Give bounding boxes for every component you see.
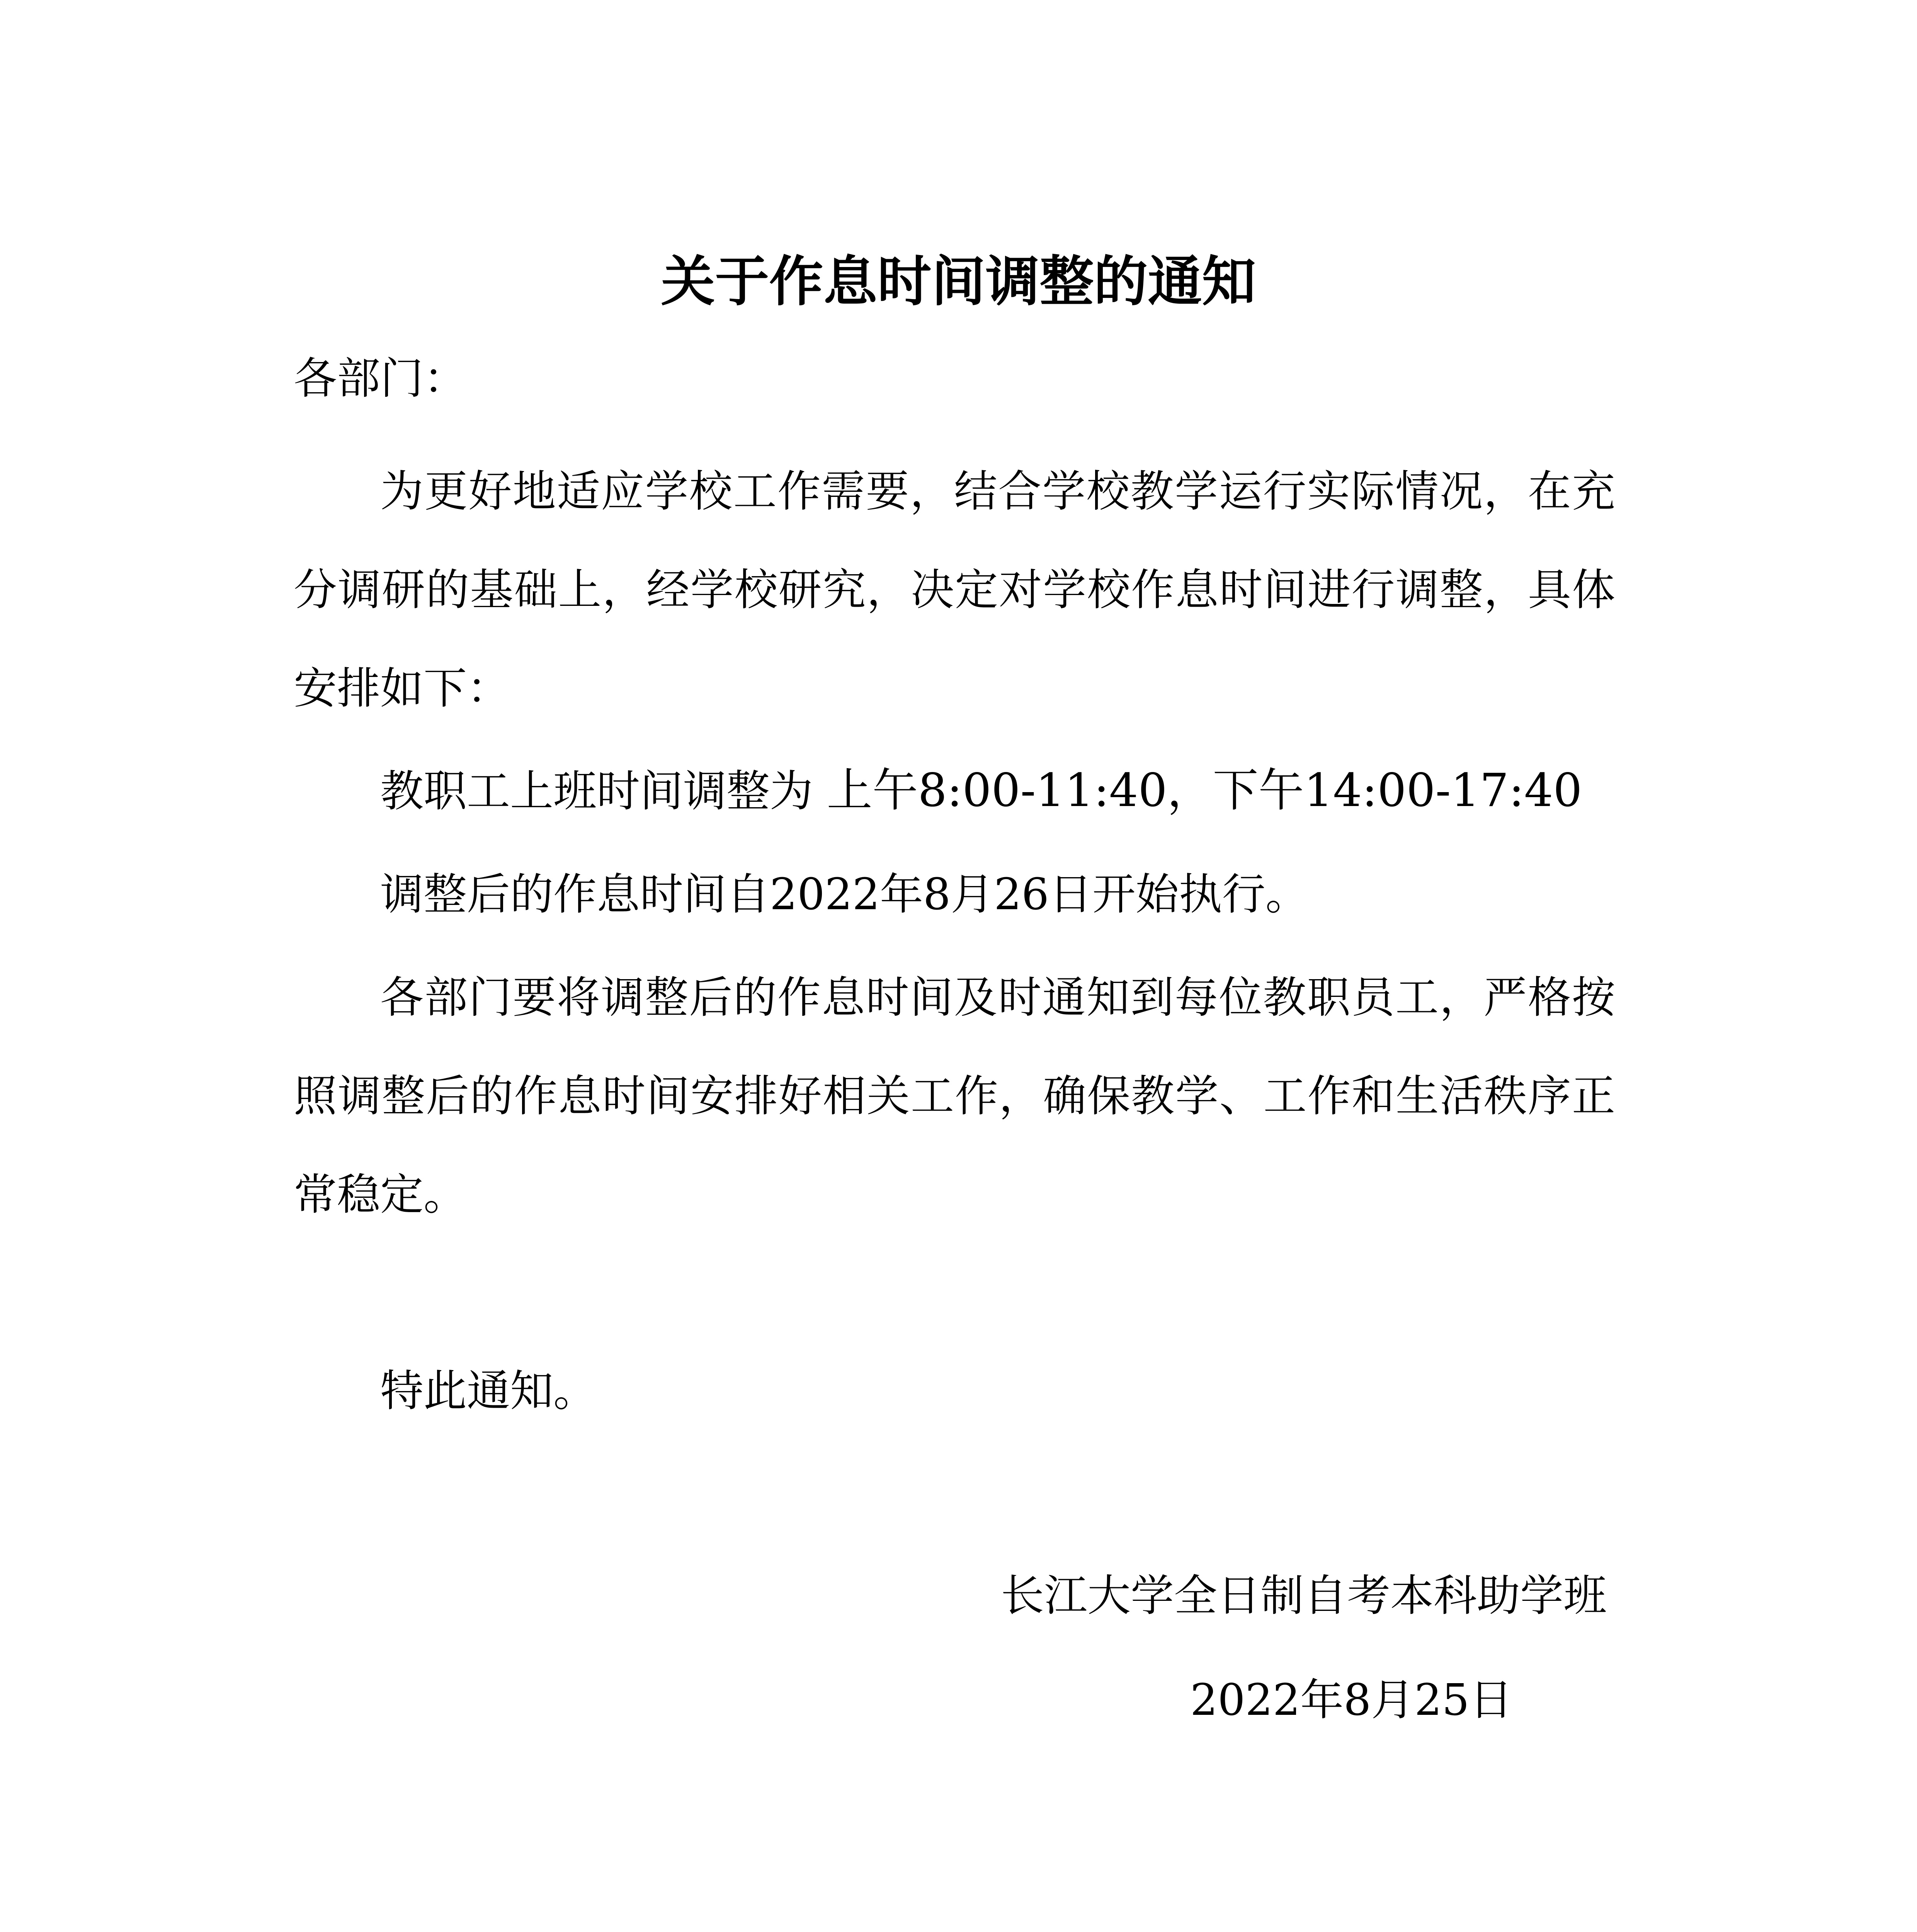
signature-date: 2022年8月25日 <box>1190 1675 1513 1725</box>
schedule-value: 上午8:00-11:40，下午14:00-17:40 <box>827 764 1582 817</box>
signature-organization: 长江大学全日制自考本科助学班 <box>1001 1571 1607 1621</box>
salutation: 各部门： <box>294 354 467 404</box>
effective-date: 调整后的作息时间自2022年8月26日开始执行。 <box>380 869 1309 920</box>
paragraph-intro: 为更好地适应学校工作需要，结合学校教学运行实际情况，在充分调研的基础上，经学校研究，决定对学校作息时间进行调整，具体安排如下： <box>294 466 1615 714</box>
paragraph-instructions: 各部门要将调整后的作息时间及时通知到每位教职员工，严格按照调整后的作息时间安排好相关工作，确保教学、工作和生活秩序正常稳定。 <box>294 973 1615 1220</box>
schedule-label: 教职工上班时间调整为 <box>380 766 827 816</box>
document-title: 关于作息时间调整的通知 <box>661 250 1256 313</box>
closing-remark: 特此通知。 <box>380 1366 597 1416</box>
schedule-line <box>380 759 1582 822</box>
